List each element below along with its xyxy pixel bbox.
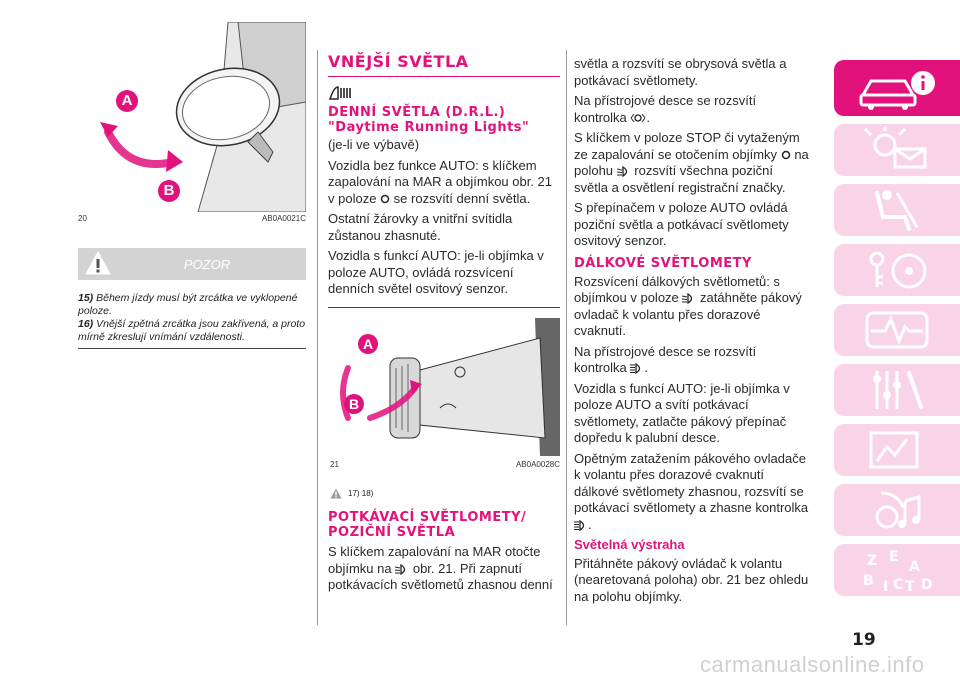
tab-index[interactable] [834,544,960,596]
position-o-icon [380,194,390,204]
side-lights-paragraph: S klíčkem zapalování na MAR otočte objímku na obr. 21. Při zapnutí potkávacích světlometů zhasnou denní [328,544,553,592]
position-o-icon [781,150,791,160]
figure-code: AB0A0021C [261,214,306,223]
right-paragraph-3: S klíčkem v poloze STOP či vytaženým ze zapalování se otočením objímky na polohu rozsvítí všechna poziční světla a osvětlení registrační značky. [574,130,809,195]
svg-text:E: E [889,549,899,565]
drl-paragraph-2: Vozidla bez funkce AUTO: s klíčkem zapalování na MAR a objímkou obr. 21 v poloze se rozsvítí denní světla. [328,157,553,206]
warning-title: POZOR [183,257,231,272]
drl-paragraph-3: Ostatní žárovky a vnitřní svítidla zůstanou zhasnuté. [328,211,513,243]
figure-number: 21 [330,460,339,469]
high-beam-heading: DÁLKOVÉ SVĚTLOMETY [574,255,752,271]
drl-lamp-icon [328,85,352,101]
warning-box [78,248,306,280]
left-notes-rule [78,348,306,349]
svg-text:Z: Z [867,553,878,569]
svg-text:B: B [863,573,874,589]
key-steering-icon [857,247,937,293]
column-divider-2 [566,50,567,625]
svg-text:A: A [909,559,920,575]
section-title: VNĚJŠÍ SVĚTLA [328,52,469,71]
side-lights-icon [630,113,646,123]
chapter-tabs [834,60,960,596]
mirror-illustration [78,22,306,212]
tab-warning-lights[interactable] [834,124,960,176]
figure-21-caption [330,460,560,469]
svg-text:D: D [921,577,933,593]
high-beam-paragraph-3: Vozidla s funkcí AUTO: je-li objímka v poloze AUTO a svítí potkávací světlomety, zatlačte pákový přepínač dopředu k palubní desce. [574,380,790,445]
right-paragraph-2: Na přístrojové desce se rozsvítí kontrolka . [574,93,757,125]
middle-rule [328,307,560,308]
tab-starting-driving[interactable] [834,244,960,296]
figure-20 [78,22,306,212]
side-lights-section [328,510,560,598]
label-b-badge: B [344,394,364,414]
page-number: 19 [852,630,876,650]
label-a-badge: A [358,334,378,354]
note-15: 15) Během jízdy musí být zrcátka ve vyklopené poloze. [78,292,298,317]
right-paragraph-4: S přepínačem v poloze AUTO ovládá poziční světla a potkávací světlomety osvitový senzor. [574,200,789,248]
tab-maintenance[interactable] [834,364,960,416]
title-rule [328,76,560,77]
high-beam-paragraph-1: Rozsvícení dálkových světlometů: s objímkou v poloze zatáhněte pákový ovladač k volantu přes dorazové cvaknutí. [574,273,802,338]
high-beam-icon [574,520,588,531]
right-column [574,56,810,609]
svg-text:T: T [905,579,915,593]
low-beam-icon [395,564,409,575]
note-refs [330,488,373,499]
tab-multimedia[interactable] [834,484,960,536]
figure-number: 20 [78,214,87,223]
warning-notes [78,292,306,344]
figure-20-caption [78,214,306,223]
flash-paragraph: Přitáhněte pákový ovládač k volantu (nearetovaná poloha) obr. 21 bez ohledu na polohu objímky. [574,555,809,604]
figure-21 [330,318,560,456]
tab-technical-data[interactable] [834,424,960,476]
drl-paragraph-1: (je-li ve výbavě) [328,137,420,152]
note-refs-text: 17) 18) [348,489,374,498]
high-beam-paragraph-4: Opětným zatažením pákového ovladače k volantu přes dorazové cvaknutí dálkové světlomety zhasnou, rozsvítí se potkávací světlomety a zhasne kontrolka . [574,450,809,532]
note-16: 16) Vnější zpětná zrcátka jsou zakřivená, a proto mírně zkreslují vnímání vzdálenosti. [78,318,306,343]
maintenance-tools-icon [857,367,937,413]
column-divider-1 [317,50,318,625]
label-b-badge: B [158,180,180,202]
warning-lights-icon [857,127,937,173]
side-lights-heading: POTKÁVACÍ SVĚTLOMETY/ POZIČNÍ SVĚTLA [328,510,527,540]
index-letters-icon [857,547,937,593]
tab-car-info[interactable] [834,60,960,116]
multimedia-icon [857,487,937,533]
high-beam-icon [630,363,644,374]
flash-heading: Světelná výstraha [574,537,685,552]
figure-code: AB0A0028C [515,460,560,469]
svg-text:C: C [893,577,904,593]
low-beam-icon [682,293,696,304]
drl-heading: DENNÍ SVĚTLA (D.R.L.) "Daytime Running Lights" [328,105,530,135]
middle-column [328,50,560,302]
emergency-heartbeat-icon [857,307,937,353]
technical-data-icon [857,427,937,473]
tab-safety[interactable] [834,184,960,236]
label-a-badge: A [116,90,138,112]
watermark: carmanualsonline.info [700,652,925,677]
right-paragraph-1: světla a rozsvítí se obrysová světla a potkávací světlomety. [574,56,787,88]
tab-emergency[interactable] [834,304,960,356]
airbag-seat-icon [857,187,937,233]
warning-triangle-icon [330,488,342,499]
car-info-icon [857,65,937,111]
high-beam-paragraph-2: Na přístrojové desce se rozsvítí kontrolka . [574,343,757,375]
side-lights-text [328,544,560,594]
low-beam-icon [617,166,631,177]
drl-text [328,137,560,298]
drl-paragraph-4: Vozidla s funkcí AUTO: je-li objímka v poloze AUTO, ovládá rozsvícení denních světel osvitový senzor. [328,248,544,296]
svg-text:I: I [883,579,889,593]
